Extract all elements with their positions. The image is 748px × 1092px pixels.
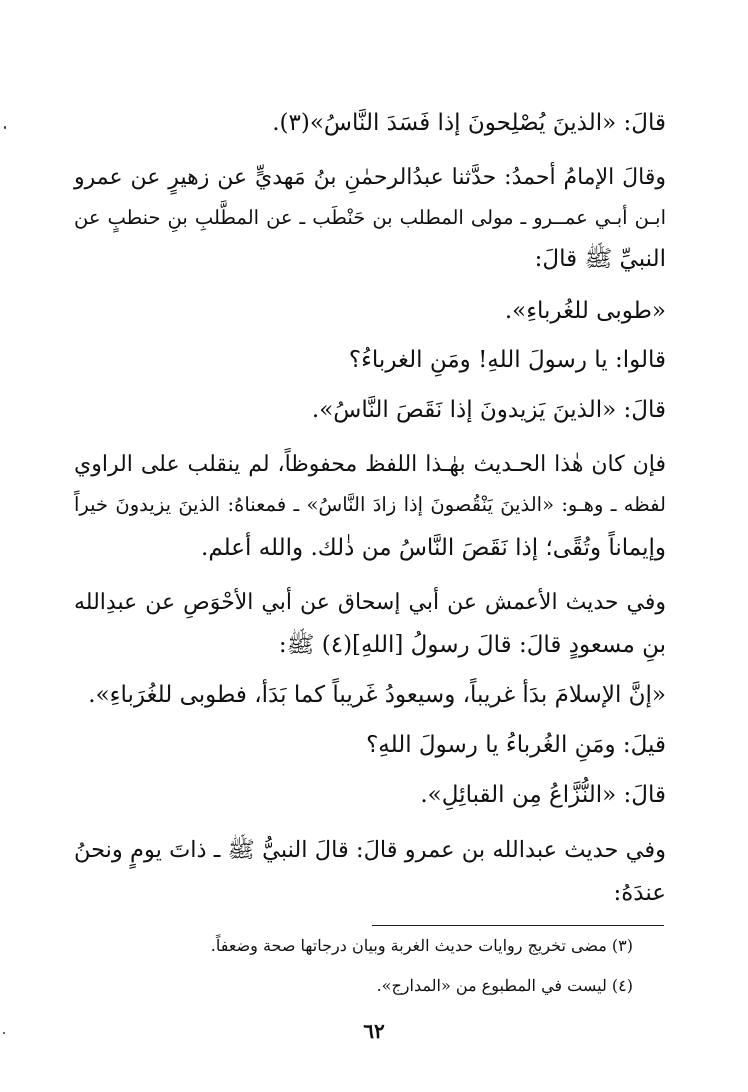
text-line-8: فإن كان هٰذا الحـديث بهٰـذا اللفظ محفوظاً، لم ينقلب على الراوي <box>74 452 666 477</box>
text-line-4: النبيِّ ﷺ قالَ: <box>534 246 666 272</box>
text-line-6: قالوا: يا رسولَ اللهِ! ومَنِ الغرباءُ؟ <box>348 347 666 373</box>
text-line-16: وفي حديث عبدالله بن عمرو قالَ: قالَ النبيُّ ﷺ ـ ذاتَ يومٍ ونحنُ <box>74 837 666 863</box>
footnote-3: (٣) مضى تخريج روايات حديث الغربة وبيان درجاتها صحة وضعفاً. <box>210 936 633 955</box>
page-number: ٦٢ <box>363 1019 385 1043</box>
footnote-divider <box>372 925 664 926</box>
text-line-7: قالَ: «الذينَ يَزيدونَ إذا نَقَصَ النَّاسُ». <box>311 397 666 423</box>
text-line-13: «إنَّ الإسلامَ بدَأ غريباً، وسيعودُ غَريباً كما بَدَأ، فطوبى للغُرَباءِ». <box>88 682 666 708</box>
text-line-2: وقالَ الإمامُ أحمدُ: حدَّثنا عبدُالرحمٰنِ بنُ مَهديٍّ عن زهيرٍ عن عمرو <box>74 165 666 190</box>
text-line-14: قيلَ: ومَنِ الغُرباءُ يا رسولَ اللهِ؟ <box>366 732 666 758</box>
text-line-1: قالَ: «الذينَ يُصْلِحونَ إذا فَسَدَ النَّاسُ»(٣). <box>272 110 666 136</box>
text-line-15: قالَ: «النُّزَّاعُ مِن القبائِلِ». <box>420 782 666 808</box>
text-line-9: لفظه ـ وهـو: «الذينَ يَنْقُصونَ إذا زادَ النَّاسُ» ـ فمعناهُ: الذينَ يزيدونَ خيراً <box>74 493 666 516</box>
text-line-12: بنِ مسعودٍ قالَ: قالَ رسولُ [اللهِ](٤) ﷺ: <box>278 632 666 658</box>
text-line-5: «طوبى للغُرباءِ». <box>504 298 666 324</box>
text-line-3: ابـن أبـي عمــرو ـ مولى المطلب بن حَنْطَب ـ عن المطَّلبِ بنِ حنطبٍ عن <box>74 206 666 229</box>
text-line-10: وإيماناً وتُقًى؛ إذا نَقَصَ النَّاسُ من ذٰلك. والله أعلم. <box>201 535 666 561</box>
text-line-11: وفي حديث الأعمش عن أبي إسحاق عن أبي الأحْوَصِ عن عبدِالله <box>74 590 666 615</box>
scan-speck <box>3 1032 5 1034</box>
footnote-4: (٤) ليست في المطبوع من «المدارج». <box>376 976 633 995</box>
scan-speck <box>4 126 6 129</box>
text-line-17: عندَهُ: <box>613 880 666 906</box>
